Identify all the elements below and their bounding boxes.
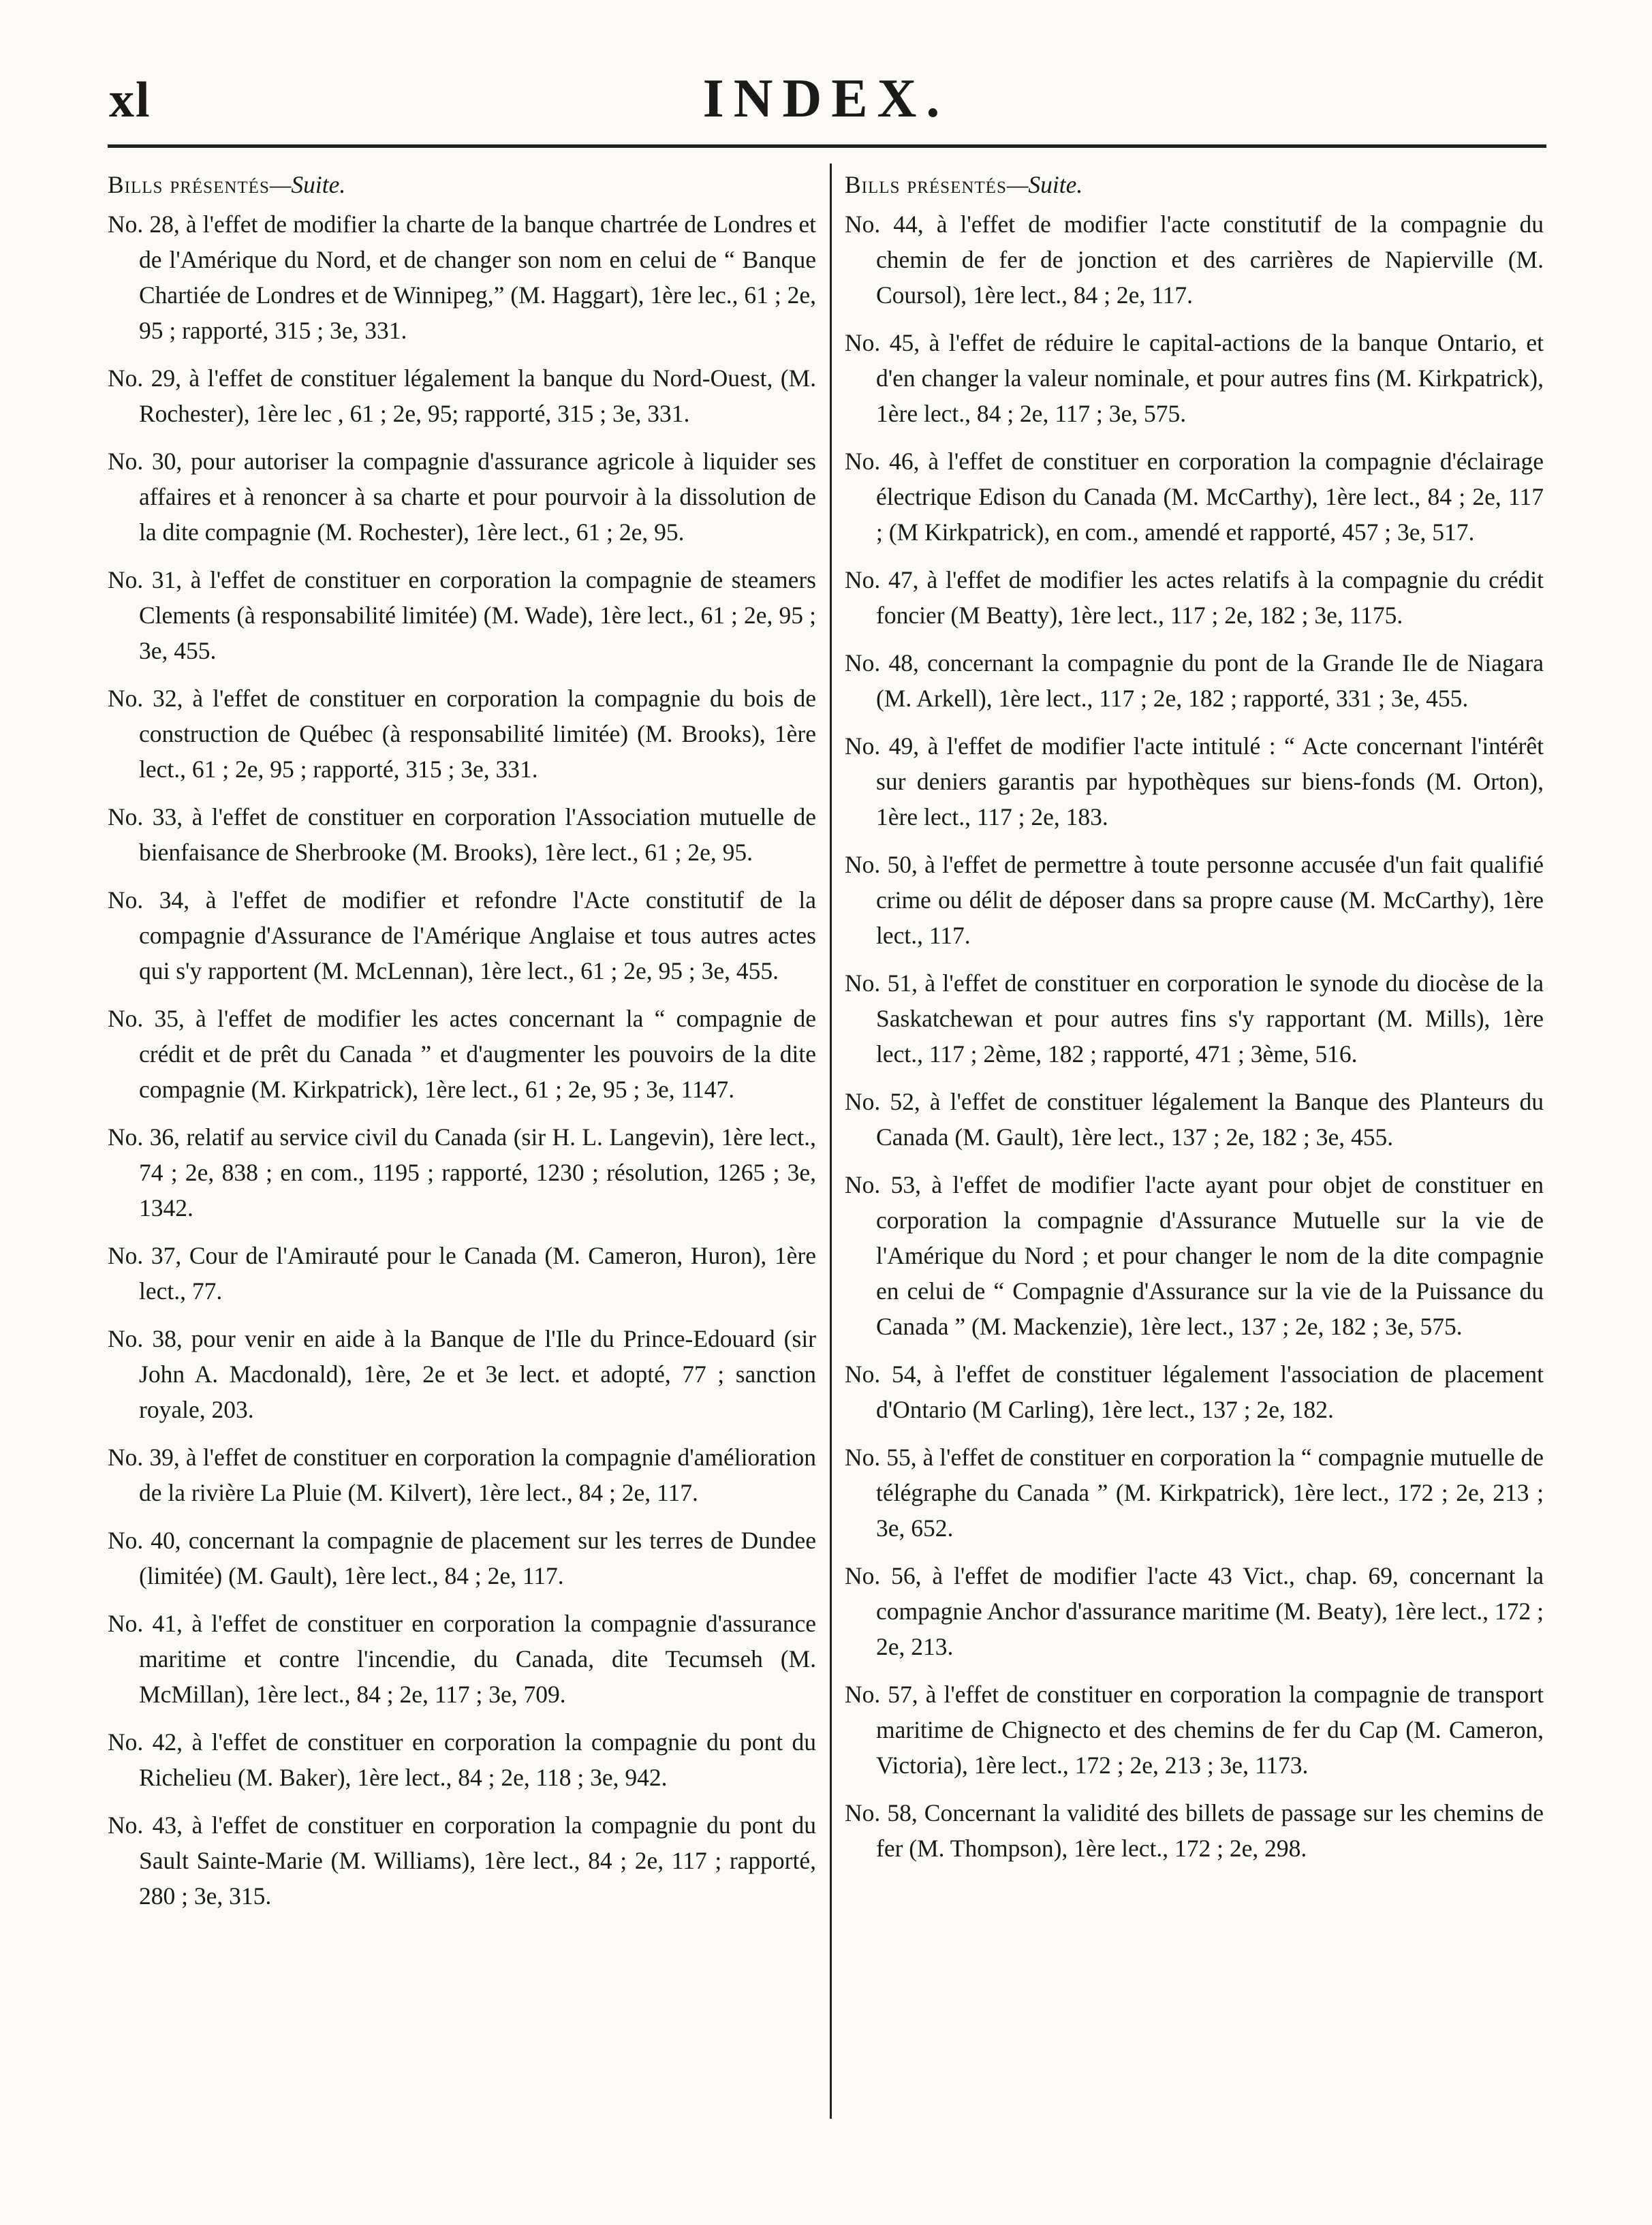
- index-entry-53: No. 53, à l'effet de modifier l'acte ayant pour objet de constituer en corporation la compagnie d'Assurance Mutuelle sur la vie de l'Amérique du Nord ; et pour changer le nom de la dite compagnie en celui de “ Compagnie d'Assurance sur la vie de la Puissance du Canada ” (M. Mackenzie), 1ère lect., 137 ; 2e, 182 ; 3e, 575.: [845, 1171, 1544, 1340]
- index-entry-37: No. 37, Cour de l'Amirauté pour le Canada (M. Cameron, Huron), 1ère lect., 77.: [108, 1242, 816, 1305]
- index-entry-52: No. 52, à l'effet de constituer légalement la Banque des Planteurs du Canada (M. Gault), 1ère lect., 137 ; 2e, 182 ; 3e, 455.: [845, 1088, 1544, 1151]
- right-heading-suite: —Suite.: [1006, 171, 1083, 198]
- header-rule: [108, 144, 1546, 148]
- index-entry-40: No. 40, concernant la compagnie de placement sur les terres de Dundee (limitée) (M. Gault), 1ère lect., 84 ; 2e, 117.: [108, 1527, 816, 1589]
- index-entry-45: No. 45, à l'effet de réduire le capital-actions de la banque Ontario, et d'en changer la valeur nominale, et pour autres fins (M. Kirkpatrick), 1ère lect., 84 ; 2e, 117 ; 3e, 575.: [845, 329, 1544, 427]
- left-heading: [108, 167, 816, 202]
- index-entry-44: No. 44, à l'effet de modifier l'acte constitutif de la compagnie du chemin de fer de jonction et des carrières de Napierville (M. Coursol), 1ère lect., 84 ; 2e, 117.: [845, 211, 1544, 309]
- right-column: [845, 167, 1544, 1878]
- column-divider: [830, 164, 832, 2119]
- index-entry-58: No. 58, Concernant la validité des billets de passage sur les chemins de fer (M. Thompson), 1ère lect., 172 ; 2e, 298.: [845, 1799, 1544, 1862]
- index-entry-51: No. 51, à l'effet de constituer en corporation le synode du diocèse de la Saskatchewan et pour autres fins s'y rapportant (M. Mills), 1ère lect., 117 ; 2ème, 182 ; rapporté, 471 ; 3ème, 516.: [845, 969, 1544, 1068]
- index-entry-28: No. 28, à l'effet de modifier la charte de la banque chartrée de Londres et de l'Amérique du Nord, et de changer son nom en celui de “ Banque Chartiée de Londres et de Winnipeg,” (M. Haggart), 1ère lec., 61 ; 2e, 95 ; rapporté, 315 ; 3e, 331.: [108, 211, 816, 344]
- right-heading-main: Bills présentés: [845, 171, 1007, 198]
- index-entry-38: No. 38, pour venir en aide à la Banque de l'Ile du Prince-Edouard (sir John A. Macdonald), 1ère, 2e et 3e lect. et adopté, 77 ; sanction royale, 203.: [108, 1325, 816, 1423]
- left-column: [108, 167, 816, 1926]
- index-entry-56: No. 56, à l'effet de modifier l'acte 43 Vict., chap. 69, concernant la compagnie Anchor d'assurance maritime (M. Beaty), 1ère lect., 172 ; 2e, 213.: [845, 1562, 1544, 1660]
- index-entry-36: No. 36, relatif au service civil du Canada (sir H. L. Langevin), 1ère lect., 74 ; 2e, 838 ; en com., 1195 ; rapporté, 1230 ; résolution, 1265 ; 3e, 1342.: [108, 1123, 816, 1222]
- index-entry-50: No. 50, à l'effet de permettre à toute personne accusée d'un fait qualifié crime ou délit de déposer dans sa propre cause (M. McCarthy), 1ère lect., 117.: [845, 851, 1544, 949]
- index-entry-49: No. 49, à l'effet de modifier l'acte intitulé : “ Acte concernant l'intérêt sur deniers garantis par hypothèques sur biens-fonds (M. Orton), 1ère lect., 117 ; 2e, 183.: [845, 732, 1544, 830]
- left-heading-main: Bills présentés: [108, 171, 270, 198]
- index-entry-31: No. 31, à l'effet de constituer en corporation la compagnie de steamers Clements (à responsabilité limitée) (M. Wade), 1ère lect., 61 ; 2e, 95 ; 3e, 455.: [108, 566, 816, 664]
- index-entry-55: No. 55, à l'effet de constituer en corporation la “ compagnie mutuelle de télégraphe du Canada ” (M. Kirkpatrick), 1ère lect., 172 ; 2e, 213 ; 3e, 652.: [845, 1444, 1544, 1542]
- index-entry-43: No. 43, à l'effet de constituer en corporation la compagnie du pont du Sault Sainte-Marie (M. Williams), 1ère lect., 84 ; 2e, 117 ; rapporté, 280 ; 3e, 315.: [108, 1811, 816, 1910]
- index-entry-34: No. 34, à l'effet de modifier et refondre l'Acte constitutif de la compagnie d'Assurance de l'Amérique Anglaise et tous autres actes qui s'y rapportent (M. McLennan), 1ère lect., 61 ; 2e, 95 ; 3e, 455.: [108, 886, 816, 984]
- index-entry-29: No. 29, à l'effet de constituer légalement la banque du Nord-Ouest, (M. Rochester), 1ère lec , 61 ; 2e, 95; rapporté, 315 ; 3e, 331.: [108, 364, 816, 427]
- page-title: INDEX.: [702, 69, 950, 129]
- index-entry-35: No. 35, à l'effet de modifier les actes concernant la “ compagnie de crédit et de prêt du Canada ” et d'augmenter les pouvoirs de la dite compagnie (M. Kirkpatrick), 1ère lect., 61 ; 2e, 95 ; 3e, 1147.: [108, 1005, 816, 1103]
- index-entry-48: No. 48, concernant la compagnie du pont de la Grande Ile de Niagara (M. Arkell), 1ère lect., 117 ; 2e, 182 ; rapporté, 331 ; 3e, 455.: [845, 649, 1544, 712]
- left-heading-suite: —Suite.: [269, 171, 346, 198]
- index-entry-41: No. 41, à l'effet de constituer en corporation la compagnie d'assurance maritime et contre l'incendie, du Canada, dite Tecumseh (M. McMillan), 1ère lect., 84 ; 2e, 117 ; 3e, 709.: [108, 1610, 816, 1708]
- index-entry-39: No. 39, à l'effet de constituer en corporation la compagnie d'amélioration de la rivière La Pluie (M. Kilvert), 1ère lect., 84 ; 2e, 117.: [108, 1444, 816, 1506]
- index-entry-42: No. 42, à l'effet de constituer en corporation la compagnie du pont du Richelieu (M. Baker), 1ère lect., 84 ; 2e, 118 ; 3e, 942.: [108, 1728, 816, 1791]
- index-entry-33: No. 33, à l'effet de constituer en corporation l'Association mutuelle de bienfaisance de Sherbrooke (M. Brooks), 1ère lect., 61 ; 2e, 95.: [108, 803, 816, 866]
- index-entry-47: No. 47, à l'effet de modifier les actes relatifs à la compagnie du crédit foncier (M Beatty), 1ère lect., 117 ; 2e, 182 ; 3e, 1175.: [845, 566, 1544, 629]
- right-heading: [845, 167, 1544, 202]
- index-entry-30: No. 30, pour autoriser la compagnie d'assurance agricole à liquider ses affaires et à renoncer à sa charte et pour pourvoir à la dissolution de la dite compagnie (M. Rochester), 1ère lect., 61 ; 2e, 95.: [108, 448, 816, 546]
- index-entry-32: No. 32, à l'effet de constituer en corporation la compagnie du bois de construction de Québec (à responsabilité limitée) (M. Brooks), 1ère lect., 61 ; 2e, 95 ; rapporté, 315 ; 3e, 331.: [108, 685, 816, 783]
- page-number: xl: [109, 72, 151, 128]
- index-entry-46: No. 46, à l'effet de constituer en corporation la compagnie d'éclairage électrique Edison du Canada (M. McCarthy), 1ère lect., 84 ; 2e, 117 ; (M Kirkpatrick), en com., amendé et rapporté, 457 ; 3e, 517.: [845, 448, 1544, 546]
- index-entry-57: No. 57, à l'effet de constituer en corporation la compagnie de transport maritime de Chignecto et des chemins de fer du Cap (M. Cameron, Victoria), 1ère lect., 172 ; 2e, 213 ; 3e, 1173.: [845, 1681, 1544, 1779]
- index-entry-54: No. 54, à l'effet de constituer légalement l'association de placement d'Ontario (M Carling), 1ère lect., 137 ; 2e, 182.: [845, 1360, 1544, 1423]
